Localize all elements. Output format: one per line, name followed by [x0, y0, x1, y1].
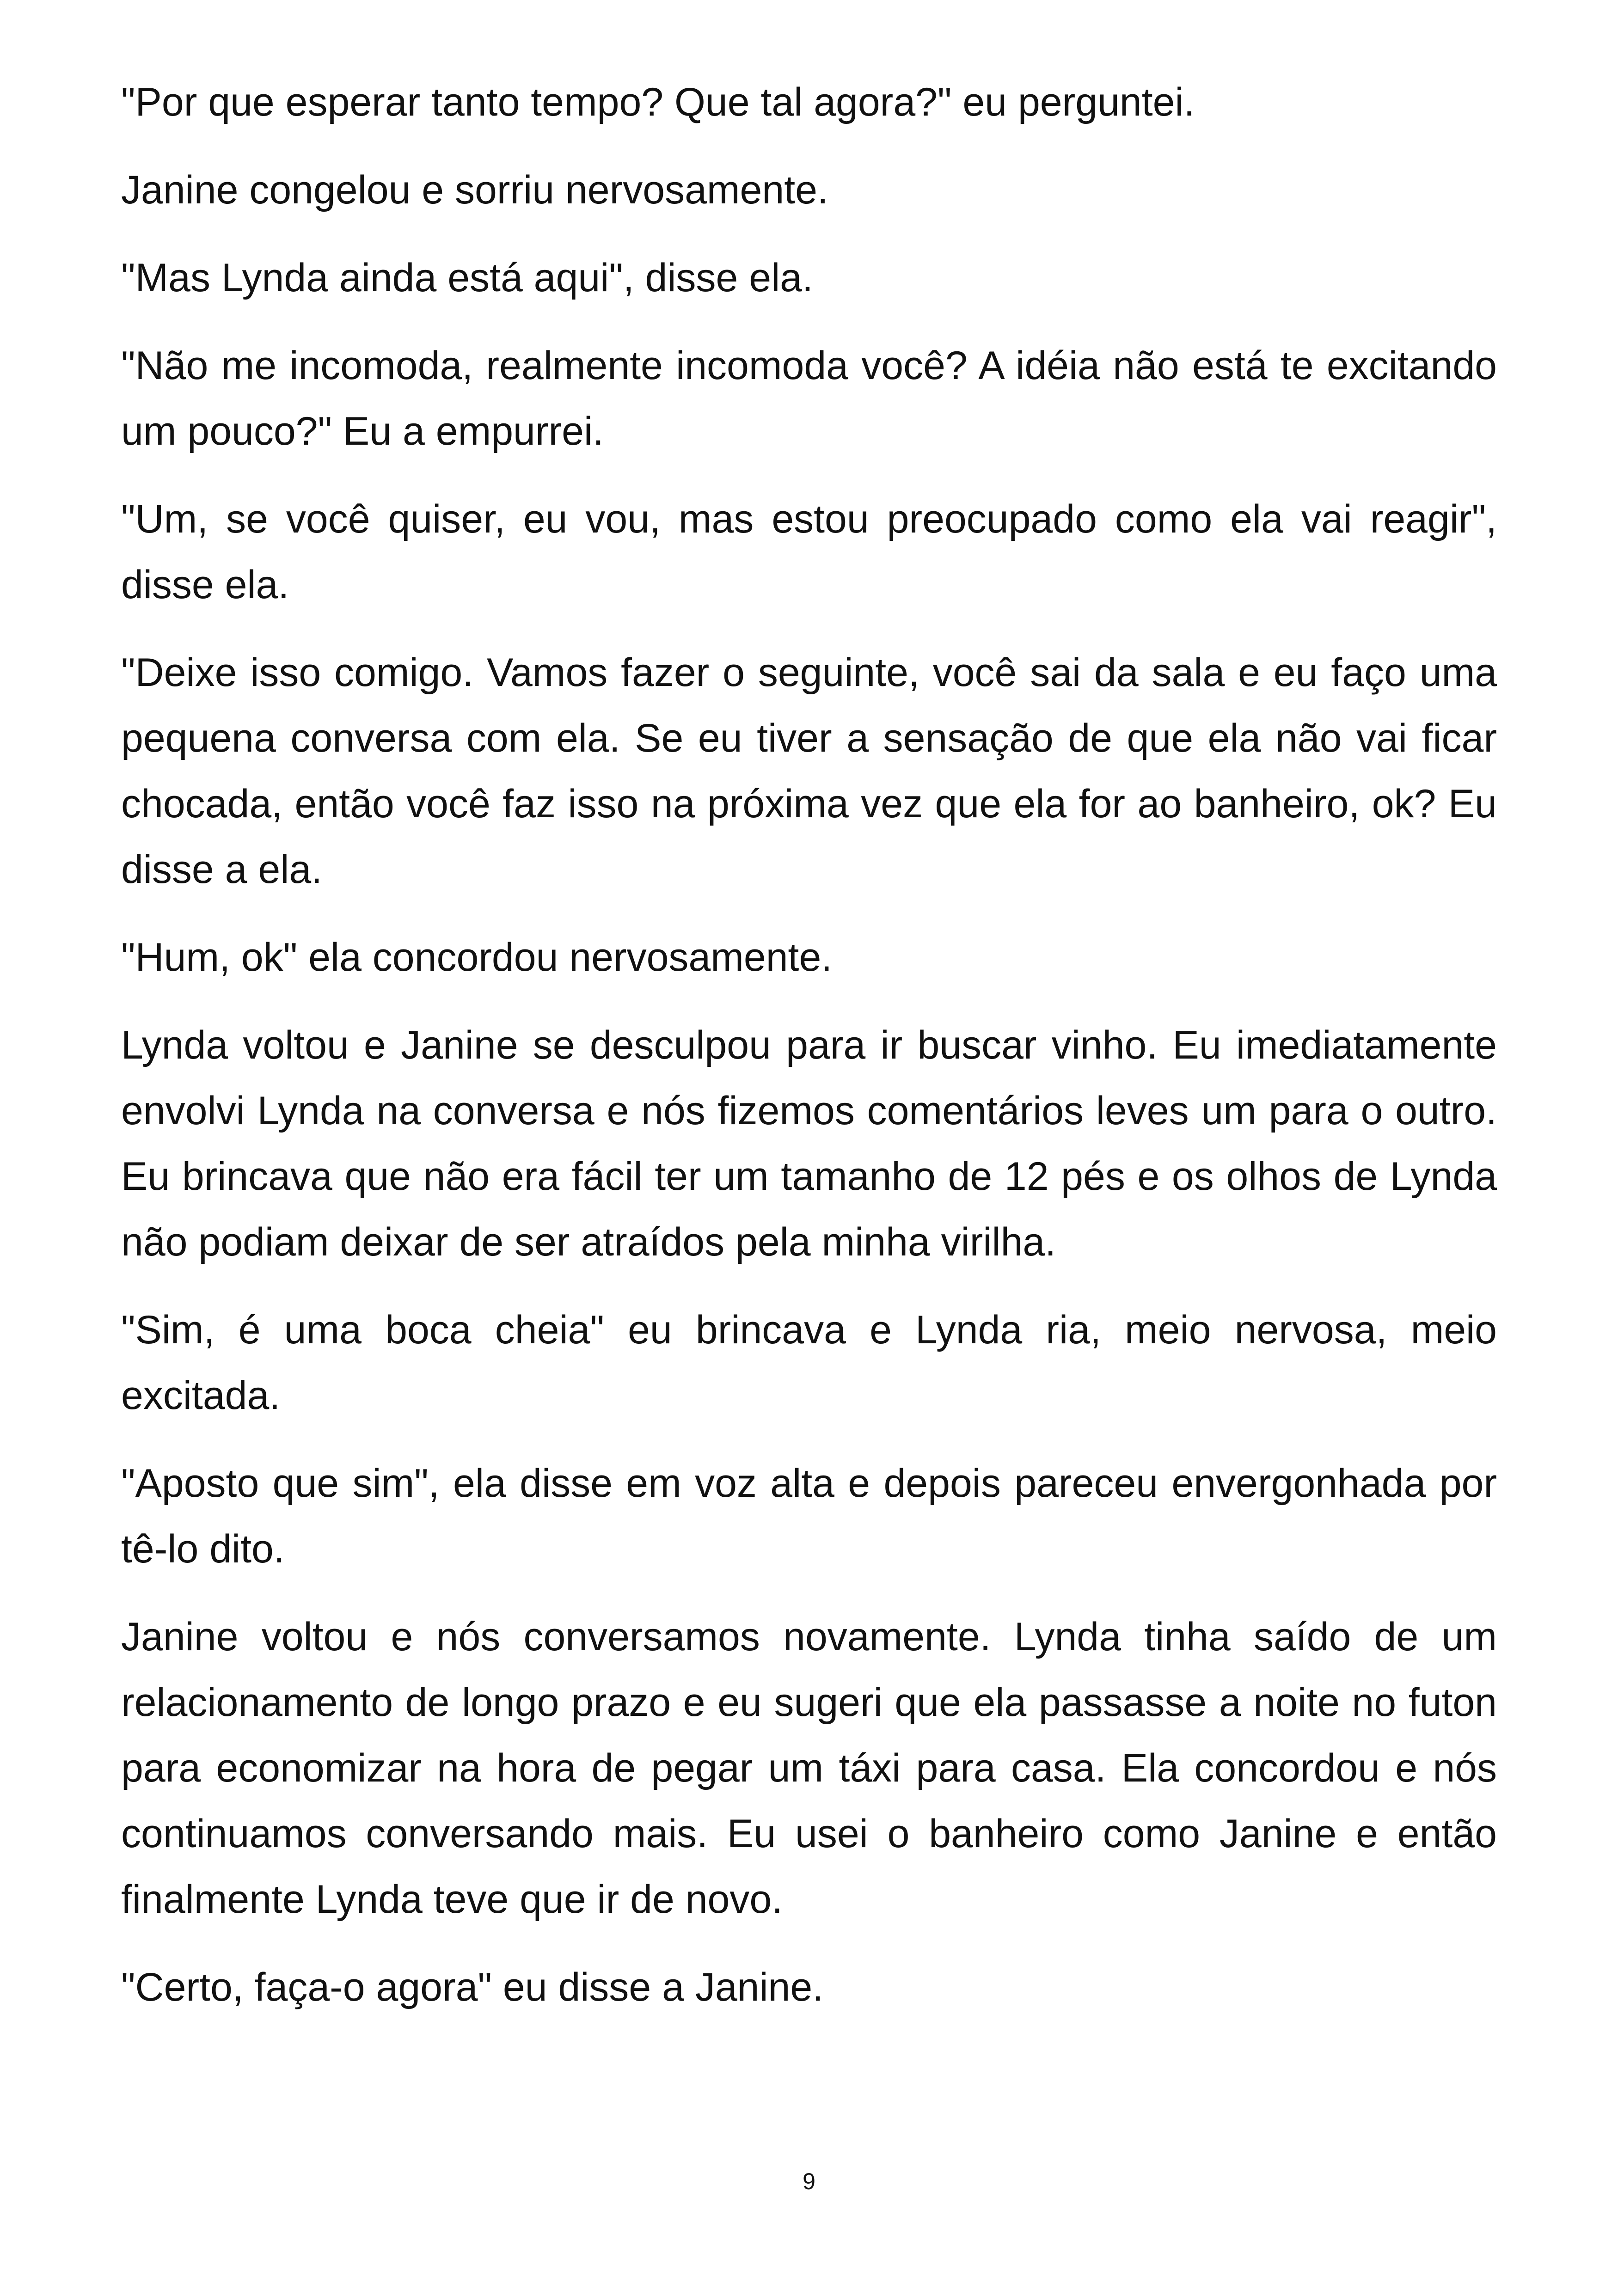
paragraph: "Deixe isso comigo. Vamos fazer o seguinte, você sai da sala e eu faço uma pequena conversa com ela. Se eu tiver a sensação de que ela não vai ficar chocada, então você faz isso na próxima vez que ela for ao banheiro, ok? Eu disse a ela. — [121, 650, 1497, 892]
paragraph: Janine voltou e nós conversamos novamente. Lynda tinha saído de um relacionamento de longo prazo e eu sugeri que ela passasse a noite no futon para economizar na hora de pegar um táxi para casa. Ela concordou e nós continuamos conversando mais. Eu usei o banheiro como Janine e então finalmente Lynda teve que ir de novo. — [121, 1615, 1497, 1922]
paragraph: "Hum, ok" ela concordou nervosamente. — [121, 935, 833, 980]
page-number: 9 — [803, 2168, 815, 2194]
paragraph: "Por que esperar tanto tempo? Que tal agora?" eu perguntei. — [121, 80, 1195, 124]
paragraph: "Mas Lynda ainda está aqui", disse ela. — [121, 256, 813, 300]
paragraph: "Sim, é uma boca cheia" eu brincava e Lynda ria, meio nervosa, meio excitada. — [121, 1308, 1497, 1418]
paragraph: Lynda voltou e Janine se desculpou para ir buscar vinho. Eu imediatamente envolvi Lynda na conversa e nós fizemos comentários leves um para o outro. Eu brincava que não era fácil ter um tamanho de 12 pés e os olhos de Lynda não podiam deixar de ser atraídos pela minha virilha. — [121, 1023, 1497, 1264]
paragraph: "Certo, faça-o agora" eu disse a Janine. — [121, 1965, 824, 2009]
paragraph: Janine congelou e sorriu nervosamente. — [121, 168, 828, 212]
paragraph: "Aposto que sim", ela disse em voz alta e depois pareceu envergonhada por tê-lo dito. — [121, 1461, 1497, 1571]
paragraph: "Um, se você quiser, eu vou, mas estou preocupado como ela vai reagir", disse ela. — [121, 497, 1497, 607]
document-body — [121, 69, 1497, 2042]
paragraph: "Não me incomoda, realmente incomoda você? A idéia não está te excitando um pouco?" Eu a empurrei. — [121, 343, 1497, 453]
